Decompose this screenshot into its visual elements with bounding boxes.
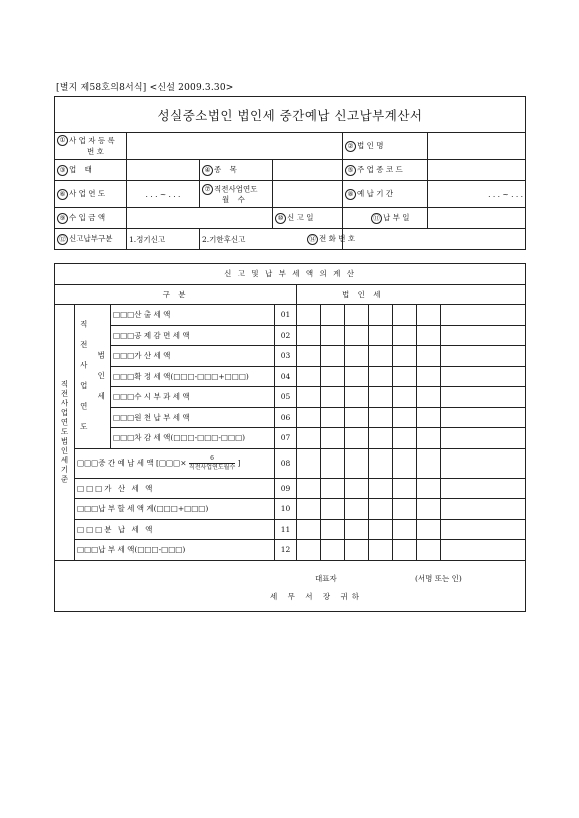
interim-period-label: ⑧ 예 납 기 간 — [343, 181, 428, 208]
row-04-cell[interactable] — [297, 366, 321, 387]
representative-label: 대표자 — [315, 573, 337, 583]
row-05-label: □□□수 시 부 과 세 액 — [111, 387, 275, 408]
item-label: ④ 종 목 — [200, 160, 273, 181]
filing-date-label: ⑩ 신 고 일 — [273, 208, 343, 229]
payment-date-label: ⑪ 납 부 일 — [371, 212, 410, 224]
prev-months-field[interactable] — [273, 181, 343, 208]
row-09-label: □□□가 산 세 액 — [75, 478, 275, 499]
corp-name-field[interactable] — [428, 133, 526, 160]
fiscal-year-label: ⑥ 사 업 연 도 — [55, 181, 127, 208]
item-field[interactable] — [273, 160, 343, 181]
row-05-cell[interactable] — [297, 387, 321, 408]
row-09-cell[interactable] — [297, 478, 321, 499]
income-label: ⑨ 수 입 금 액 — [55, 208, 127, 229]
phone-field[interactable] — [343, 229, 526, 250]
col-category-header: 구 분 — [55, 284, 297, 305]
form-title: 성실중소법인 법인세 중간예납 신고납부계산서 — [55, 97, 526, 133]
signature-area — [55, 560, 526, 611]
row-01-label: □□□산 출 세 액 — [111, 305, 275, 326]
income-field[interactable] — [127, 208, 273, 229]
sign-note: (서명 또는 인) — [415, 573, 462, 583]
row-04-code: 04 — [275, 366, 297, 387]
row-05-code: 05 — [275, 387, 297, 408]
filing-type-label: ⑫ 신고납부구분 — [55, 229, 127, 250]
row-12-cell[interactable] — [297, 540, 321, 561]
calc-table — [54, 263, 526, 612]
row-08-label: □□□중 간 예 납 세 액 [□□□× $\frac{6}{\text{직전사업연도월수}}$ ] — [75, 448, 275, 478]
biz-reg-no-field[interactable] — [127, 133, 343, 160]
header-table — [54, 96, 526, 250]
col-tax-header: 법 인 세 — [297, 284, 526, 305]
row-02-cell[interactable] — [297, 325, 321, 346]
phone-label: ⑭ 전 화 번 호 — [307, 233, 355, 245]
row-10-cell[interactable] — [297, 499, 321, 520]
row-01-cell[interactable] — [297, 305, 321, 326]
main-code-label: ⑤ 주 업 종 코 드 — [343, 160, 428, 181]
row-12-label: □□□납 부 세 액(□□□-□□□) — [75, 540, 275, 561]
row-07-label: □□□차 감 세 액(□□□-□□□-□□□) — [111, 428, 275, 449]
row-12-code: 12 — [275, 540, 297, 561]
filing-type-option-regular[interactable]: 1.정기신고 — [127, 229, 200, 250]
row-03-label: □□□가 산 세 액 — [111, 346, 275, 367]
row-08-code: 08 — [275, 448, 297, 478]
filing-type-option-late[interactable]: 2.기한후신고 ⑭ 전 화 번 호 — [200, 229, 343, 250]
interim-period-field[interactable]: . . . ~ . . . — [428, 181, 526, 208]
calc-section-title: 신 고 및 납 부 세 액 의 계 산 — [55, 264, 526, 285]
addressee: 세 무 서 장 귀하 — [270, 591, 364, 601]
row-06-label: □□□원 천 납 부 세 액 — [111, 407, 275, 428]
corp-name-label: ② 법 인 명 — [343, 133, 428, 160]
business-type-field[interactable] — [127, 160, 200, 181]
form-caption: [별지 제58호의8서식] <신설 2009.3.30> — [56, 83, 234, 93]
outer-basis-label: 직전사업연도법인세기준 — [55, 305, 75, 561]
row-10-code: 10 — [275, 499, 297, 520]
fiscal-year-field[interactable]: . . . ~ . . . — [127, 181, 200, 208]
row-07-code: 07 — [275, 428, 297, 449]
row-06-code: 06 — [275, 407, 297, 428]
row-09-code: 09 — [275, 478, 297, 499]
filing-date-field[interactable] — [343, 208, 428, 229]
row-03-cell[interactable] — [297, 346, 321, 367]
row-03-code: 03 — [275, 346, 297, 367]
row-02-label: □□□공 제 감 면 세 액 — [111, 325, 275, 346]
interim-fraction: $\frac{6}{\text{직전사업연도월수}}$ — [188, 454, 236, 471]
row-01-code: 01 — [275, 305, 297, 326]
row-06-cell[interactable] — [297, 407, 321, 428]
main-code-field[interactable] — [428, 160, 526, 181]
row-08-cell[interactable] — [297, 448, 321, 478]
row-10-label: □□□납 부 할 세 액 계(□□□+□□□) — [75, 499, 275, 520]
inner-year-label: 직 전 사 업 연 도 — [75, 305, 93, 449]
prev-months-label: ⑦ 직전사업연도 월 수 — [200, 181, 273, 208]
business-type-label: ③ 업 태 — [55, 160, 127, 181]
row-04-label: □□□확 정 세 액(□□□-□□□+□□□) — [111, 366, 275, 387]
row-11-label: □□□분 납 세 액 — [75, 519, 275, 540]
row-02-code: 02 — [275, 325, 297, 346]
row-11-cell[interactable] — [297, 519, 321, 540]
biz-reg-no-label: ① 사 업 자 등 록 번 호 — [55, 133, 127, 160]
row-11-code: 11 — [275, 519, 297, 540]
inner-tax-label: 법 인 세 — [93, 305, 111, 449]
row-07-cell[interactable] — [297, 428, 321, 449]
payment-date-field[interactable] — [428, 208, 526, 229]
